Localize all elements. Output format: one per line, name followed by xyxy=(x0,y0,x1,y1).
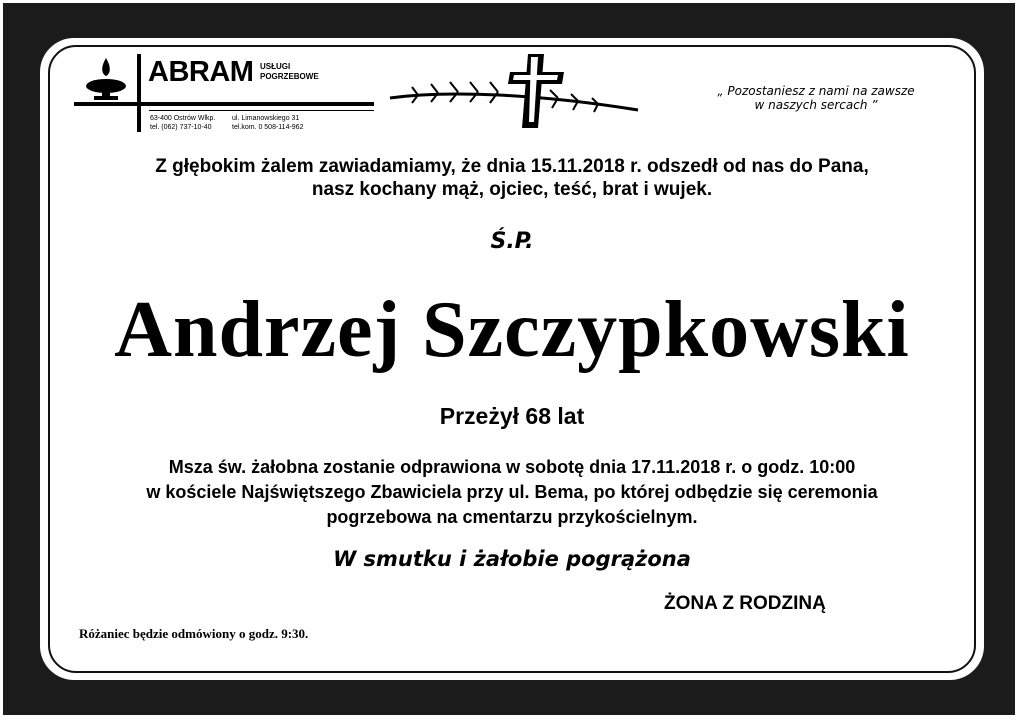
rosary-note: Różaniec będzie odmówiony o godz. 9:30. xyxy=(79,626,309,641)
logo-name: ABRAM xyxy=(148,56,254,88)
oil-lamp-icon xyxy=(78,56,134,102)
honorific: Ś.P. xyxy=(490,229,534,254)
funeral-mass-details: Msza św. żałobna zostanie odprawiona w sobotę dnia 17.11.2018 r. o godz. 10:00 w kościele Najświętszego Zbawiciela przy ul. Bema, po której odbędzie się ceremonia pogrzebowa na cmentarzu przykościelnym. xyxy=(146,457,878,527)
funeral-home-logo xyxy=(74,52,374,138)
logo-address-right: ul. Limanowskiego 31 tel.kom. 0 508-114-962 xyxy=(232,115,304,131)
age-statement: Przeżył 68 lat xyxy=(439,403,585,429)
cross-with-palm-branch-icon xyxy=(388,52,646,134)
family-signature: ŻONA Z RODZINĄ xyxy=(664,593,826,614)
memorial-quote: „ Pozostaniesz z nami na zawsze w naszych sercach ” xyxy=(717,84,915,112)
logo-service: USŁUGI POGRZEBOWE xyxy=(260,62,319,81)
logo-address-left: 63-400 Ostrów Wlkp. tel. (062) 737-10-40 xyxy=(150,115,216,131)
death-announcement: Z głębokim żalem zawiadamiamy, że dnia 15.11.2018 r. odszedł od nas do Pana, nasz kochany mąż, ojciec, teść, brat i wujek. xyxy=(155,156,869,200)
sorrow-line: W smutku i żałobie pogrążona xyxy=(333,547,691,571)
deceased-name: Andrzej Szczypkowski xyxy=(114,286,910,374)
